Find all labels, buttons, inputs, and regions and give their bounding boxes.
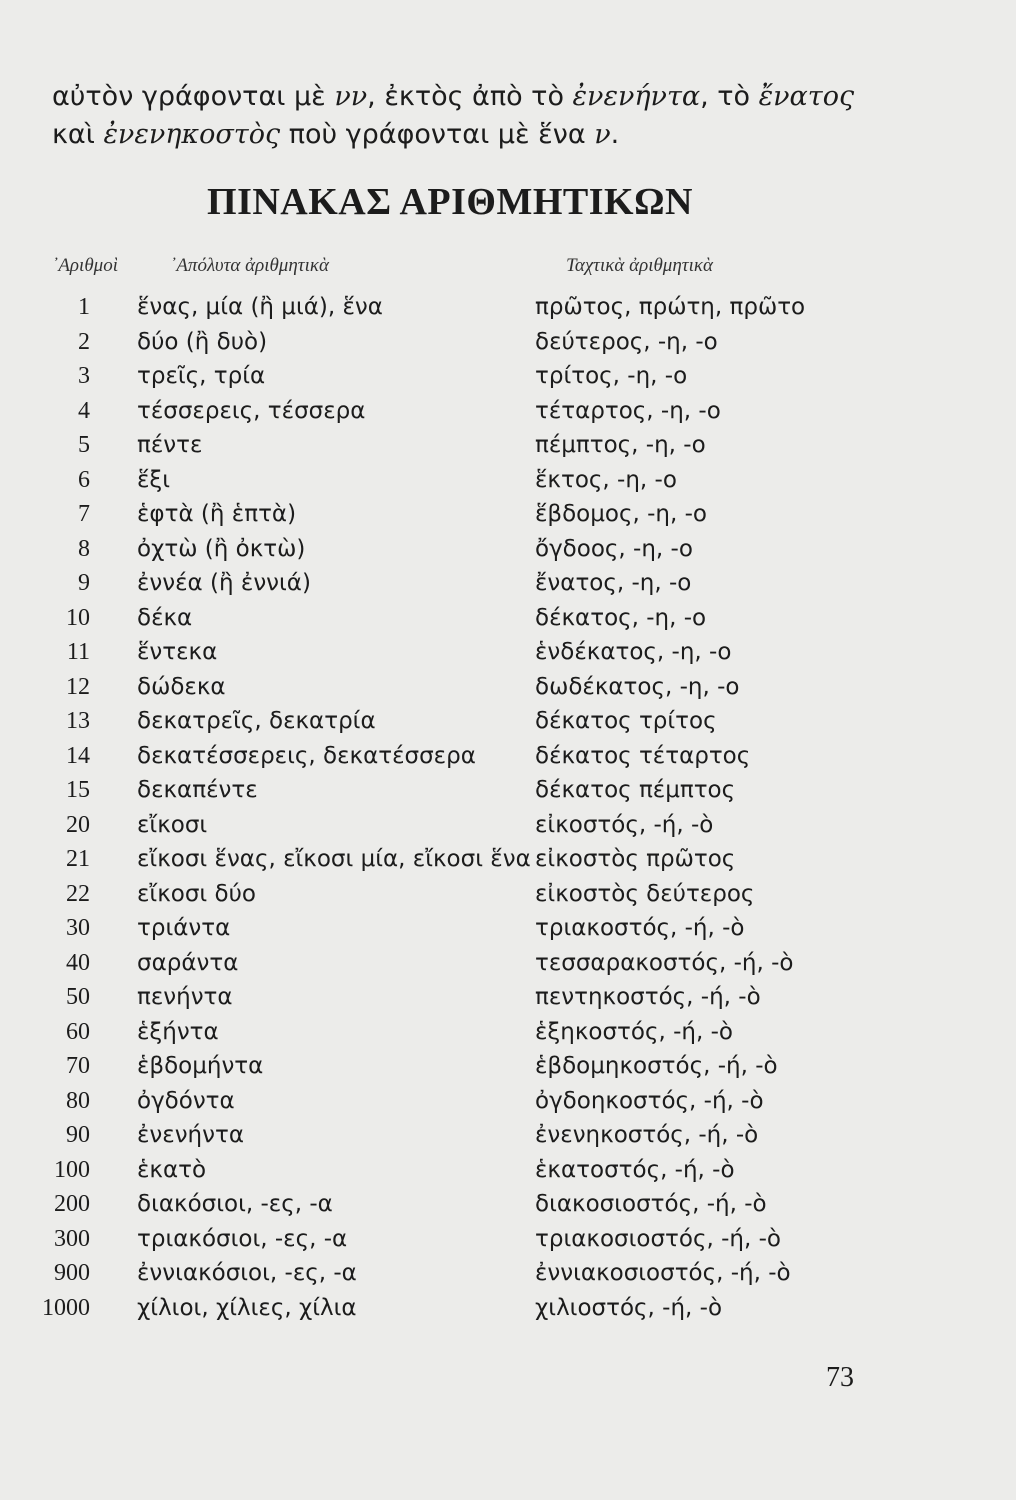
cardinal-cell: ἕνας, μία (ἢ μιά), ἕνα: [137, 294, 383, 320]
number-cell: 200: [54, 1191, 90, 1217]
number-cell: 900: [54, 1260, 90, 1286]
ordinal-cell: ἑξηκοστός, -ή, -ὸ: [535, 1018, 733, 1045]
ordinal-cell: χιλιοστός, -ή, -ὸ: [535, 1294, 723, 1321]
table-row: [0, 325, 1016, 360]
number-cell: 3: [78, 363, 90, 389]
cardinal-cell: τριακόσιοι, -ες, -α: [137, 1225, 348, 1252]
table-row: [0, 1118, 1016, 1153]
ordinal-cell: ἑβδομηκοστός, -ή, -ὸ: [535, 1053, 778, 1079]
ordinal-cell: ἕβδομος, -η, -ο: [535, 501, 707, 527]
number-cell: 21: [66, 846, 90, 872]
cardinal-cell: ἐννέα (ἢ ἐννιά): [137, 570, 311, 596]
table-row: [0, 359, 1016, 394]
number-cell: 7: [78, 501, 90, 527]
table-row: [0, 980, 1016, 1015]
cardinal-cell: δύο (ἢ δυὸ): [137, 328, 268, 355]
ordinal-cell: δέκατος πέμπτος: [535, 777, 736, 803]
ordinal-cell: τριακοστός, -ή, -ὸ: [535, 915, 745, 941]
ordinal-cell: διακοσιοστός, -ή, -ὸ: [535, 1191, 767, 1217]
cardinal-cell: πέντε: [137, 432, 203, 458]
cardinal-cell: εἴκοσι: [137, 811, 208, 838]
cardinal-cell: ἐννιακόσιοι, -ες, -α: [137, 1260, 357, 1286]
table-row: [0, 394, 1016, 429]
cardinal-cell: ἑφτὰ (ἢ ἑπτὰ): [137, 501, 297, 527]
ordinal-cell: δέκατος τέταρτος: [535, 742, 751, 769]
cardinal-cell: δεκαπέντε: [137, 777, 258, 803]
ordinal-cell: δωδέκατος, -η, -ο: [535, 673, 740, 700]
ordinal-cell: δεύτερος, -η, -ο: [535, 328, 718, 355]
cardinal-cell: ὀχτὼ (ἢ ὀκτὼ): [137, 535, 306, 562]
cardinal-cell: εἴκοσι δύο: [137, 880, 256, 907]
ordinal-cell: ἕκτος, -η, -ο: [535, 466, 677, 493]
header-ordinal: Ταχτικὰ ἀριθμητικὰ: [566, 255, 713, 276]
cardinal-cell: ἑβδομήντα: [137, 1053, 264, 1079]
table-row: [0, 842, 1016, 877]
number-cell: 15: [66, 777, 90, 803]
table-row: [0, 290, 1016, 325]
cardinal-cell: χίλιοι, χίλιες, χίλια: [137, 1294, 357, 1321]
table-row: [0, 532, 1016, 567]
cardinal-cell: ἕντεκα: [137, 639, 218, 665]
number-cell: 22: [66, 880, 90, 907]
table-row: [0, 911, 1016, 946]
number-cell: 60: [66, 1018, 90, 1045]
table-row: [0, 946, 1016, 981]
cardinal-cell: δεκατρεῖς, δεκατρία: [137, 708, 376, 734]
table-row: [0, 704, 1016, 739]
number-cell: 50: [66, 984, 90, 1010]
table-row: [0, 463, 1016, 498]
ordinal-cell: πέμπτος, -η, -ο: [535, 432, 706, 458]
number-cell: 11: [66, 639, 90, 665]
cardinal-cell: δεκατέσσερεις, δεκατέσσερα: [137, 742, 476, 769]
ordinal-cell: ὄγδοος, -η, -ο: [535, 535, 693, 562]
table-row: [0, 1153, 1016, 1188]
table-row: [0, 670, 1016, 705]
cardinal-cell: σαράντα: [137, 949, 239, 976]
ordinal-cell: δέκατος τρίτος: [535, 708, 717, 734]
number-cell: 100: [54, 1156, 90, 1183]
header-numbers: ᾿Αριθμοὶ: [52, 255, 118, 276]
intro-paragraph: [52, 78, 882, 154]
number-cell: 10: [66, 604, 90, 631]
number-cell: 9: [78, 570, 90, 596]
cardinal-cell: ὀγδόντα: [137, 1087, 235, 1114]
cardinal-cell: ἑκατὸ: [137, 1156, 207, 1183]
ordinal-cell: εἰκοστός, -ή, -ὸ: [535, 811, 714, 838]
number-cell: 40: [66, 949, 90, 976]
number-cell: 20: [66, 811, 90, 838]
table-row: [0, 601, 1016, 636]
table-row: [0, 773, 1016, 808]
table-row: [0, 808, 1016, 843]
number-cell: 1: [78, 294, 90, 320]
number-cell: 5: [78, 432, 90, 458]
table-row: [0, 1084, 1016, 1119]
number-cell: 80: [66, 1087, 90, 1114]
number-cell: 12: [66, 673, 90, 700]
page-number: 73: [826, 1362, 854, 1393]
table-row: [0, 1049, 1016, 1084]
ordinal-cell: ὀγδοηκοστός, -ή, -ὸ: [535, 1087, 764, 1114]
table-row: [0, 566, 1016, 601]
number-cell: 14: [66, 742, 90, 769]
ordinal-cell: εἰκοστὸς πρῶτος: [535, 846, 736, 872]
ordinal-cell: τριακοσιοστός, -ή, -ὸ: [535, 1225, 781, 1252]
table-row: [0, 1222, 1016, 1257]
number-cell: 6: [78, 466, 90, 493]
cardinal-cell: δώδεκα: [137, 673, 226, 700]
number-cell: 2: [78, 328, 90, 355]
ordinal-cell: τρίτος, -η, -ο: [535, 363, 688, 389]
cardinal-cell: τριάντα: [137, 915, 231, 941]
number-cell: 8: [78, 535, 90, 562]
table-row: [0, 497, 1016, 532]
number-cell: 90: [66, 1122, 90, 1148]
ordinal-cell: ἔνατος, -η, -ο: [535, 570, 692, 596]
table-title: ΠΙΝΑΚΑΣ ΑΡΙΘΜΗΤΙΚΩΝ: [207, 181, 693, 223]
number-cell: 70: [66, 1053, 90, 1079]
ordinal-cell: πεντηκοστός, -ή, -ὸ: [535, 984, 761, 1010]
number-cell: 1000: [42, 1294, 90, 1321]
table-row: [0, 1256, 1016, 1291]
table-row: [0, 428, 1016, 463]
table-row: [0, 739, 1016, 774]
cardinal-cell: ἕξι: [137, 466, 171, 493]
cardinal-cell: τέσσερεις, τέσσερα: [137, 397, 366, 424]
ordinal-cell: ἑνδέκατος, -η, -ο: [535, 639, 732, 665]
cardinal-cell: ἑξήντα: [137, 1018, 219, 1045]
cardinal-cell: δέκα: [137, 604, 193, 631]
table-row: [0, 1187, 1016, 1222]
ordinal-cell: ἐνενηκοστός, -ή, -ὸ: [535, 1122, 759, 1148]
ordinal-cell: τέταρτος, -η, -ο: [535, 397, 721, 424]
cardinal-cell: τρεῖς, τρία: [137, 363, 266, 389]
intro-line-1: αὐτὸν γράφονται μὲ νν, ἐκτὸς ἀπὸ τὸ ἐνενήντα, τὸ ἔνατος: [52, 81, 855, 112]
number-cell: 300: [54, 1225, 90, 1252]
number-cell: 4: [78, 397, 90, 424]
ordinal-cell: ἑκατοστός, -ή, -ὸ: [535, 1156, 735, 1183]
ordinal-cell: εἰκοστὸς δεύτερος: [535, 880, 755, 907]
cardinal-cell: ἐνενήντα: [137, 1122, 244, 1148]
table-row: [0, 877, 1016, 912]
table-row: [0, 635, 1016, 670]
table-row: [0, 1015, 1016, 1050]
cardinal-cell: διακόσιοι, -ες, -α: [137, 1191, 333, 1217]
cardinal-cell: πενήντα: [137, 984, 233, 1010]
number-cell: 30: [66, 915, 90, 941]
number-cell: 13: [66, 708, 90, 734]
table-row: [0, 1291, 1016, 1326]
ordinal-cell: πρῶτος, πρώτη, πρῶτο: [535, 294, 806, 320]
cardinal-cell: εἴκοσι ἕνας, εἴκοσι μία, εἴκοσι ἕνα: [137, 846, 531, 872]
ordinal-cell: τεσσαρακοστός, -ή, -ὸ: [535, 949, 794, 976]
header-cardinal: ᾿Απόλυτα ἀριθμητικὰ: [170, 255, 329, 276]
ordinal-cell: δέκατος, -η, -ο: [535, 604, 707, 631]
numerals-table: [0, 290, 1016, 1325]
intro-line-2: καὶ ἐνενηκοστὸς ποὺ γράφονται μὲ ἕνα ν.: [52, 119, 620, 150]
ordinal-cell: ἐννιακοσιοστός, -ή, -ὸ: [535, 1260, 791, 1286]
